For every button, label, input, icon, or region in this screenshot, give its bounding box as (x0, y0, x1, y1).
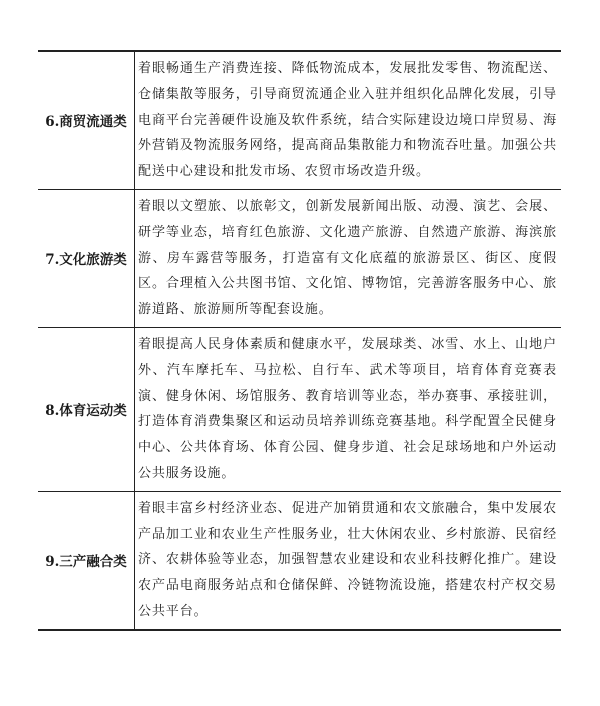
table-row-commerce (38, 51, 561, 189)
industry-category-table (38, 50, 561, 631)
category-label-commerce: 6.商贸流通类 (38, 51, 135, 189)
category-label-sports: 8.体育运动类 (38, 327, 135, 491)
category-description-culture-tourism: 着眼以文塑旅、以旅彰文，创新发展新闻出版、动漫、演艺、会展、研学等业态，培育红色旅游、文化遗产旅游、自然遗产旅游、海滨旅游、房车露营等服务，打造富有文化底蕴的旅游景区、街区、度假区。合理植入公共图书馆、文化馆、博物馆，完善游客服务中心、旅游道路、旅游厕所等配套设施。 (138, 198, 557, 318)
category-label-culture-tourism: 7.文化旅游类 (38, 189, 135, 327)
table-row-industry-integration (38, 491, 561, 629)
category-description-industry-integration: 着眼丰富乡村经济业态、促进产加销贯通和农文旅融合，集中发展农产品加工业和农业生产性服务业，壮大休闲农业、乡村旅游、民宿经济、农耕体验等业态，加强智慧农业建设和农业科技孵化推广。建设农产品电商服务站点和仓储保鲜、冷链物流设施，搭建农村产权交易公共平台。 (138, 500, 557, 619)
category-description-commerce: 着眼畅通生产消费连接、降低物流成本，发展批发零售、物流配送、仓储集散等服务，引导商贸流通企业入驻并组织化品牌化发展，引导电商平台完善硬件设施及软件系统，结合实际建设边境口岸贸易、海外营销及物流服务网络，提高商品集散能力和物流吞吐量。加强公共配送中心建设和批发市场、农贸市场改造升级。 (138, 61, 557, 180)
category-description-sports: 着眼提高人民身体素质和健康水平，发展球类、冰雪、水上、山地户外、汽车摩托车、马拉松、自行车、武术等项目，培育体育竞赛表演、健身休闲、场馆服务、教育培训等业态，举办赛事、承接驻训，打造体育消费集聚区和运动员培养训练竞赛基地。科学配置全民健身中心、公共体育场、体育公园、健身步道、社会足球场地和户外运动公共服务设施。 (138, 336, 557, 481)
category-label-industry-integration: 9.三产融合类 (38, 491, 135, 629)
table-row-sports (38, 327, 561, 491)
table-row-culture-tourism (38, 189, 561, 327)
